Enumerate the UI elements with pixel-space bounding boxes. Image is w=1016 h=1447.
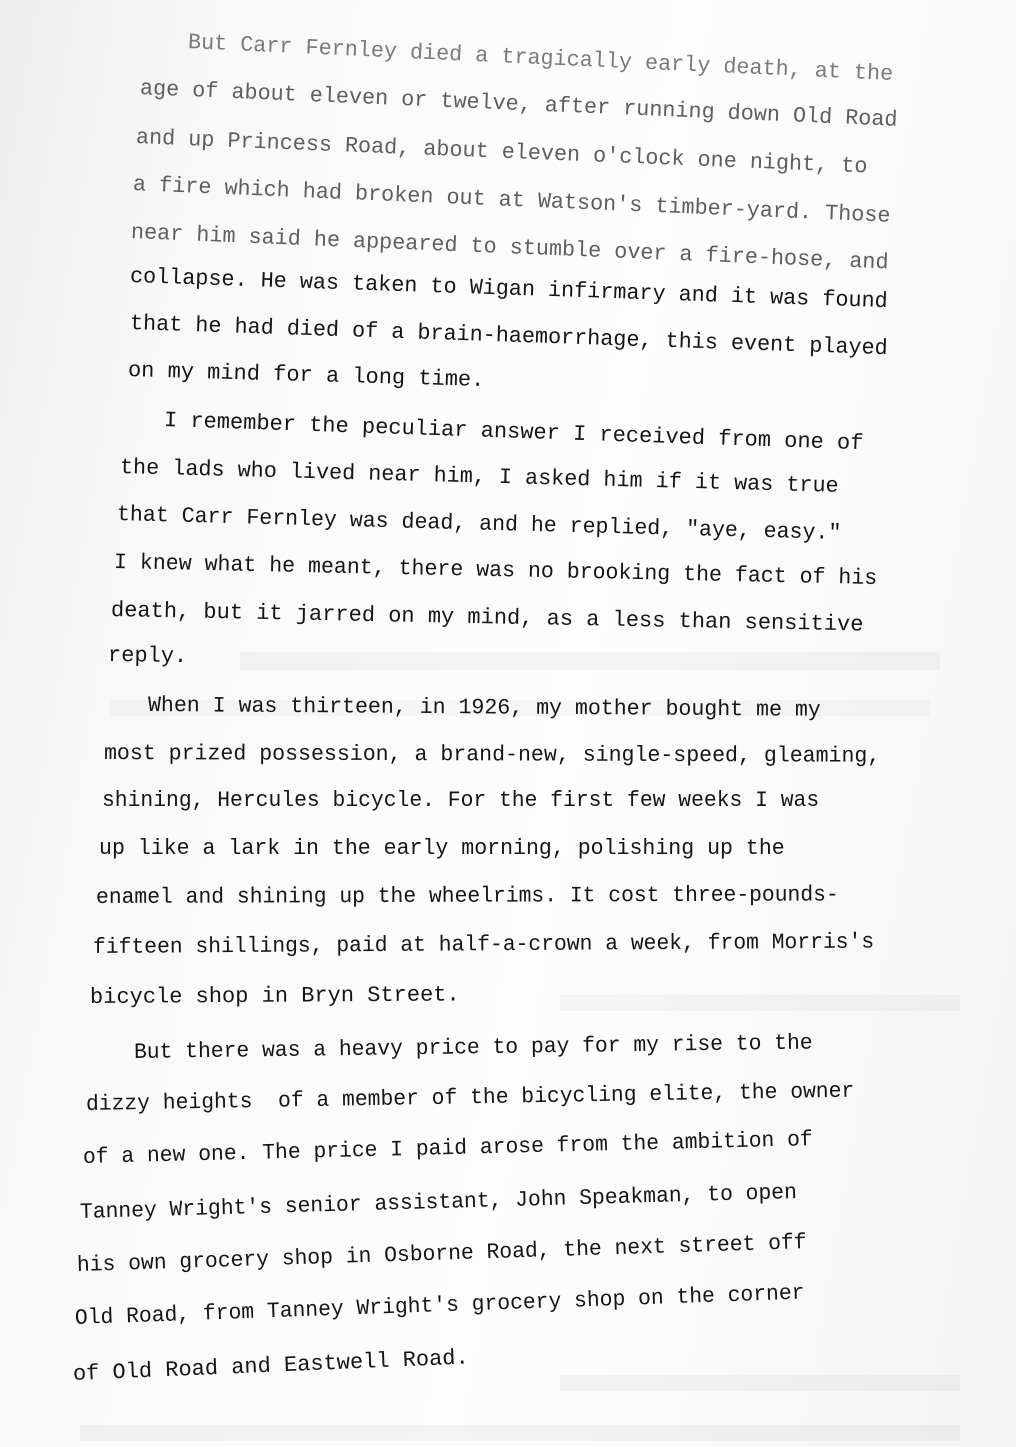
text-line: Old Road, from Tanney Wright's grocery shop on the corner bbox=[74, 1280, 805, 1331]
show-through-shadow bbox=[80, 1425, 960, 1441]
text-line: I remember the peculiar answer I received from one of bbox=[163, 408, 864, 457]
text-line: Tanney Wright's senior assistant, John Speakman, to open bbox=[79, 1179, 798, 1225]
text-line: up like a lark in the early morning, polishing up the bbox=[99, 836, 785, 861]
text-line: shining, Hercules bicycle. For the first few weeks I was bbox=[102, 788, 820, 813]
text-line: But Carr Fernley died a tragically early death, at the bbox=[187, 30, 894, 88]
text-line: of Old Road and Eastwell Road. bbox=[72, 1345, 470, 1387]
show-through-shadow bbox=[560, 1375, 960, 1391]
text-line: and up Princess Road, about eleven o'clock one night, to bbox=[135, 125, 868, 180]
text-line: collapse. He was taken to Wigan infirmary and it was found bbox=[129, 264, 889, 315]
text-line: enamel and shining up the wheelrims. It cost three-pounds- bbox=[95, 882, 839, 910]
show-through-shadow bbox=[560, 995, 960, 1011]
text-line: near him said he appeared to stumble over a fire-hose, and bbox=[130, 220, 889, 276]
text-line: fifteen shillings, paid at half-a-crown a week, from Morris's bbox=[92, 929, 875, 960]
text-line: on my mind for a long time. bbox=[127, 358, 485, 393]
show-through-shadow bbox=[240, 652, 940, 670]
text-line: of a new one. The price I paid arose from the ambition of bbox=[82, 1127, 814, 1170]
text-line: But there was a heavy price to pay for my rise to the bbox=[133, 1030, 813, 1065]
text-line: age of about eleven or twelve, after running down Old Road bbox=[139, 76, 898, 133]
text-line: dizzy heights of a member of the bicycling elite, the owner bbox=[85, 1078, 855, 1117]
text-line: that he had died of a brain-haemorrhage, this event played bbox=[129, 311, 889, 362]
text-line: I knew what he meant, there was no brooking the fact of his bbox=[113, 550, 878, 591]
text-line: a fire which had broken out at Watson's timber-yard. Those bbox=[132, 172, 891, 229]
text-line: the lads who lived near him, I asked him if it was true bbox=[119, 455, 839, 499]
text-line: that Carr Fernley was dead, and he replied, "aye, easy." bbox=[116, 502, 842, 546]
text-line: bicycle shop in Bryn Street. bbox=[89, 982, 460, 1010]
text-line: reply. bbox=[107, 643, 188, 670]
text-line: most prized possession, a brand-new, single-speed, gleaming, bbox=[103, 741, 881, 769]
text-line: his own grocery shop in Osborne Road, the next street off bbox=[76, 1230, 807, 1278]
text-line: death, but it jarred on my mind, as a less than sensitive bbox=[110, 598, 864, 638]
text-line: When I was thirteen, in 1926, my mother bought me my bbox=[147, 693, 821, 723]
